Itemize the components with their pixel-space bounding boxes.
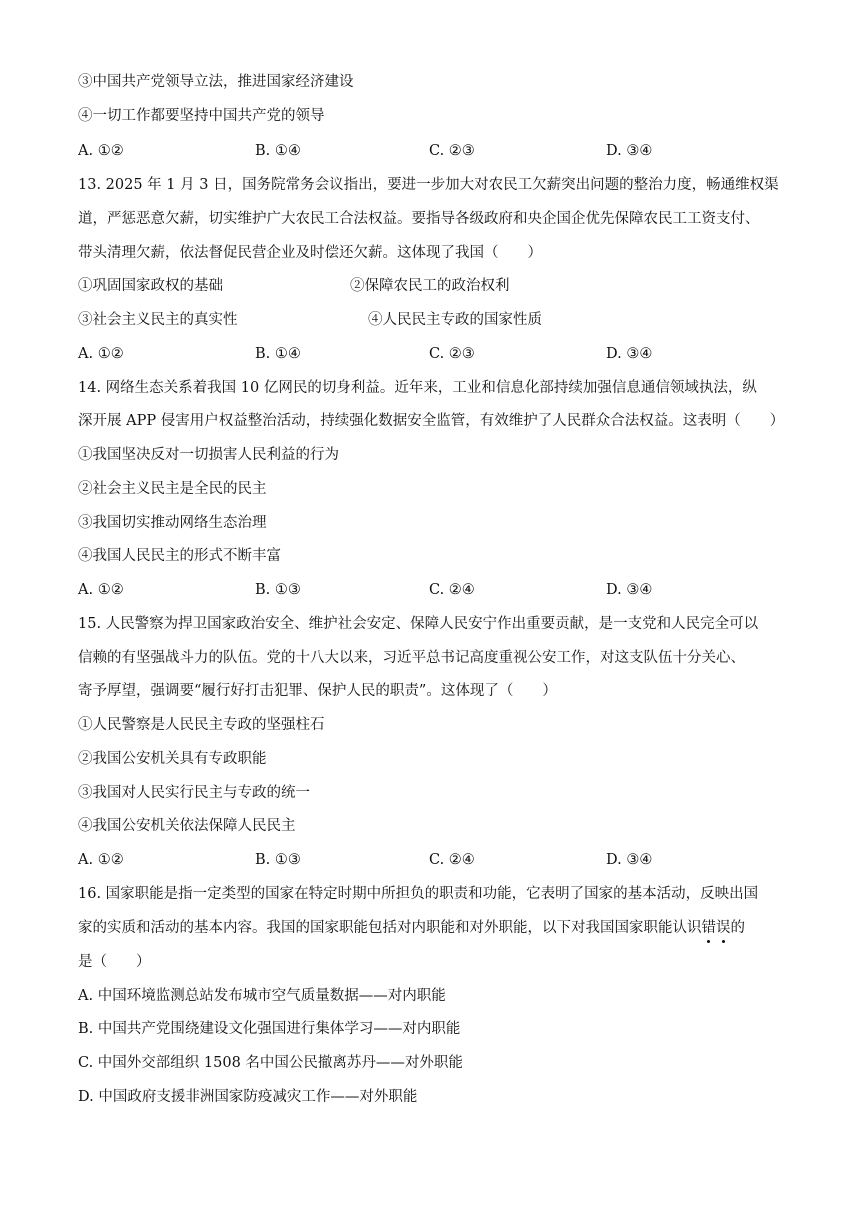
q14-item-3: ③我国切实推动网络生态治理: [78, 515, 267, 531]
q13-item-3: ③社会主义民主的真实性: [78, 312, 238, 328]
q14-item-1: ①我国坚决反对一切损害人民利益的行为: [78, 447, 339, 463]
q12-item-4: ④一切工作都要坚持中国共产党的领导: [78, 108, 325, 124]
q13-item-1: ①巩固国家政权的基础: [78, 278, 223, 294]
q14-stem-line-2: 深开展 APP 侵害用户权益整治活动，持续强化数据安全监管，有效维护了人民群众合法权益。这表明（ ）: [78, 413, 785, 429]
q16-stem-line-3: 是（ ）: [78, 954, 151, 970]
q16-stem-line-2: [78, 917, 783, 939]
q13-option-d[interactable]: D. ③④: [606, 346, 653, 362]
q15-item-1: ①人民警察是人民民主专政的坚强柱石: [78, 717, 325, 733]
q15-stem-line-3: 寄予厚望，强调要“履行好打击犯罪、保护人民的职责”。这体现了（ ）: [78, 683, 557, 699]
q14-option-b[interactable]: B. ①③: [255, 582, 301, 598]
q12-option-a[interactable]: A. ①②: [78, 143, 124, 159]
q15-stem-line-1: 15. 人民警察为捍卫国家政治安全、维护社会安定、保障人民安宁作出重要贡献，是一支党和人民完全可以: [78, 616, 759, 632]
q14-option-a[interactable]: A. ①②: [78, 582, 124, 598]
emphasis-dot-icon: [707, 940, 710, 943]
q13-stem-line-2: 道，严惩恶意欠薪，切实维护广大农民工合法权益。要指导各级政府和央企国企优先保障农民工工资支付、: [78, 211, 760, 227]
q13-option-b[interactable]: B. ①④: [255, 346, 301, 362]
q14-options: [78, 579, 783, 601]
q16-option-d[interactable]: D. 中国政府支援非洲国家防疫减灾工作——对外职能: [78, 1089, 418, 1105]
q14-option-d[interactable]: D. ③④: [606, 582, 653, 598]
q13-stem-line-3: 带头清理欠薪，依法督促民营企业及时偿还欠薪。这体现了我国（ ）: [78, 245, 542, 261]
q16-stem-line-2-text: 家的实质和活动的基本内容。我国的国家职能包括对内职能和对外职能，以下对我国国家职能认识: [78, 920, 702, 936]
q15-item-3: ③我国对人民实行民主与专政的统一: [78, 785, 310, 801]
q13-item-2: ②保障农民工的政治权利: [350, 278, 510, 294]
q15-option-b[interactable]: B. ①③: [255, 852, 301, 868]
q14-item-2: ②社会主义民主是全民的民主: [78, 481, 267, 497]
q16-option-c[interactable]: C. 中国外交部组织 1508 名中国公民撤离苏丹——对外职能: [78, 1055, 463, 1071]
q13-items-row-1: [78, 275, 783, 297]
q13-stem-line-1: 13. 2025 年 1 月 3 日，国务院常务会议指出，要进一步加大对农民工欠薪突出问题的整治力度，畅通维权渠: [78, 177, 779, 193]
emphasis-dot-icon: [722, 940, 725, 943]
q13-options: [78, 343, 783, 365]
q13-item-4: ④人民民主专政的国家性质: [368, 312, 542, 328]
q16-option-b[interactable]: B. 中国共产党围绕建设文化强国进行集体学习——对内职能: [78, 1021, 461, 1037]
q15-options: [78, 849, 783, 871]
q14-item-4: ④我国人民民主的形式不断丰富: [78, 548, 281, 564]
q12-options: [78, 140, 783, 162]
q15-option-a[interactable]: A. ①②: [78, 852, 124, 868]
q12-option-c[interactable]: C. ②③: [429, 143, 475, 159]
q15-item-4: ④我国公安机关依法保障人民民主: [78, 818, 296, 834]
q16-option-a[interactable]: A. 中国环境监测总站发布城市空气质量数据——对内职能: [78, 988, 446, 1004]
q12-item-3: ③中国共产党领导立法，推进国家经济建设: [78, 74, 354, 90]
q16-emphasis-word: [702, 917, 731, 939]
q16-stem-line-2-tail: 的: [730, 920, 745, 936]
q15-option-c[interactable]: C. ②④: [429, 852, 475, 868]
q16-stem-line-1: 16. 国家职能是指一定类型的国家在特定时期中所担负的职责和功能，它表明了国家的基本活动，反映出国: [78, 886, 759, 902]
q13-option-c[interactable]: C. ②③: [429, 346, 475, 362]
q15-item-2: ②我国公安机关具有专政职能: [78, 751, 267, 767]
q13-option-a[interactable]: A. ①②: [78, 346, 124, 362]
q12-option-b[interactable]: B. ①④: [255, 143, 301, 159]
q16-emphasis-text: 错误: [701, 920, 731, 936]
q13-items-row-2: [78, 309, 783, 331]
q14-option-c[interactable]: C. ②④: [429, 582, 475, 598]
q15-stem-line-2: 信赖的有坚强战斗力的队伍。党的十八大以来，习近平总书记高度重视公安工作，对这支队伍十分关心、: [78, 650, 745, 666]
q14-stem-line-1: 14. 网络生态关系着我国 10 亿网民的切身利益。近年来，工业和信息化部持续加强信息通信领域执法，纵: [78, 380, 757, 396]
q12-option-d[interactable]: D. ③④: [606, 143, 653, 159]
q15-option-d[interactable]: D. ③④: [606, 852, 653, 868]
